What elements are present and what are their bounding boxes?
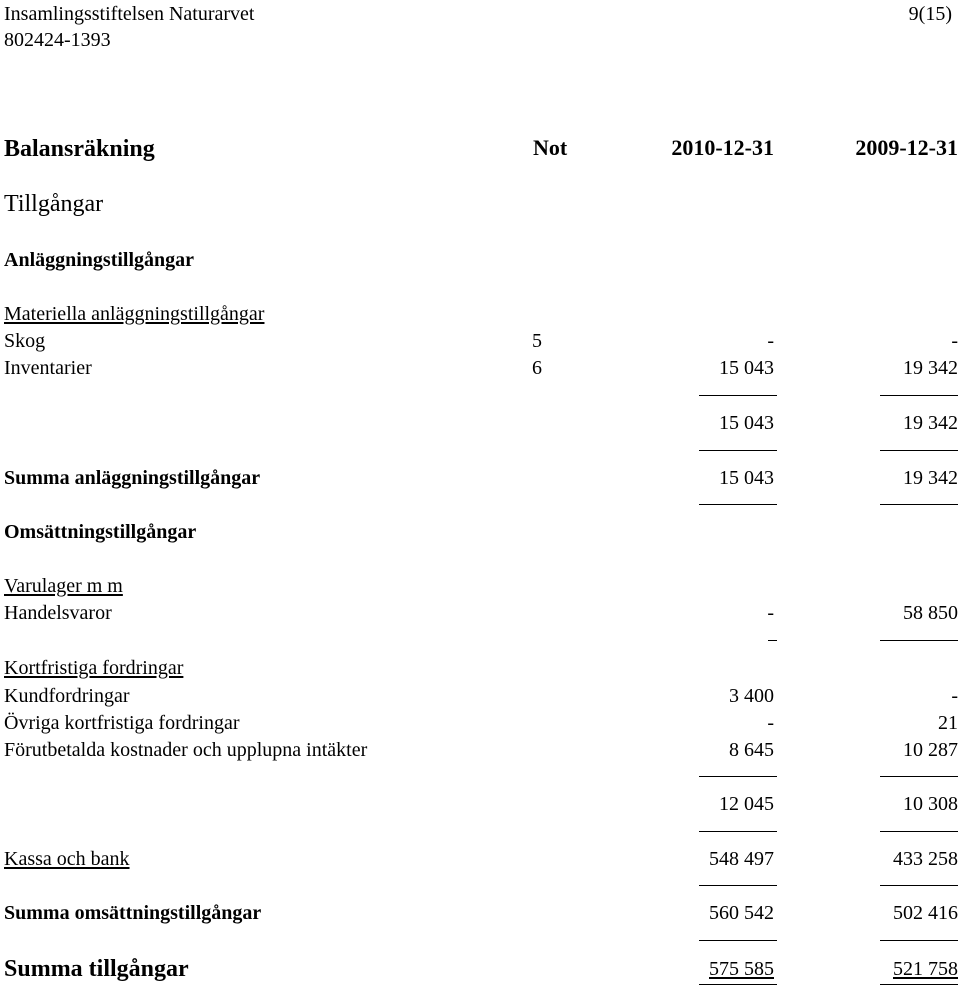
grand-total-2009: 521 758 — [893, 958, 958, 980]
row-note: 5 — [532, 330, 542, 352]
fixed-assets-total-2010: 15 043 — [719, 467, 774, 489]
row-label: Övriga kortfristiga fordringar — [4, 712, 240, 734]
row-value-2010: 3 400 — [729, 685, 774, 707]
divider — [880, 940, 958, 941]
divider — [880, 395, 958, 396]
divider — [699, 885, 777, 886]
divider — [699, 395, 777, 396]
cash-2009: 433 258 — [893, 848, 958, 870]
note-column-header: Not — [533, 135, 568, 160]
receivables-heading: Kortfristiga fordringar — [4, 657, 184, 679]
row-label: Förutbetalda kostnader och upplupna intäkter — [4, 739, 368, 761]
divider — [699, 831, 777, 832]
subtotal-2010: 15 043 — [719, 412, 774, 434]
section-title-assets: Tillgångar — [4, 191, 104, 217]
page-number: 9(15) — [908, 3, 952, 25]
col-2010-header: 2010-12-31 — [671, 135, 774, 160]
grand-total-2010: 575 585 — [709, 958, 774, 980]
row-label: Inventarier — [4, 357, 92, 379]
subtotal-2009: 19 342 — [903, 412, 958, 434]
divider — [699, 504, 777, 505]
inventory-heading: Varulager m m — [4, 575, 123, 597]
row-value-2009: 58 850 — [903, 602, 958, 624]
divider — [699, 940, 777, 941]
divider — [880, 831, 958, 832]
row-label: Handelsvaror — [4, 602, 112, 624]
org-name: Insamlingsstiftelsen Naturarvet — [4, 3, 255, 25]
row-value-2010: - — [767, 602, 774, 624]
balance-sheet-title: Balansräkning — [4, 136, 155, 162]
double-underline — [880, 984, 958, 985]
row-value-2009: 10 287 — [903, 739, 958, 761]
divider — [880, 885, 958, 886]
divider — [768, 640, 777, 641]
divider — [880, 450, 958, 451]
col-2009-header: 2009-12-31 — [855, 135, 958, 160]
divider — [880, 776, 958, 777]
current-assets-total-2010: 560 542 — [709, 902, 774, 924]
row-label: Kundfordringar — [4, 685, 130, 707]
subtotal-2009: 10 308 — [903, 793, 958, 815]
divider — [699, 450, 777, 451]
divider — [699, 776, 777, 777]
grand-total-label: Summa tillgångar — [4, 956, 189, 982]
row-value-2010: - — [767, 330, 774, 352]
fixed-assets-total-2009: 19 342 — [903, 467, 958, 489]
row-value-2010: 8 645 — [729, 739, 774, 761]
org-number: 802424-1393 — [4, 29, 111, 51]
row-value-2010: - — [767, 712, 774, 734]
row-value-2009: 19 342 — [903, 357, 958, 379]
current-assets-total-2009: 502 416 — [893, 902, 958, 924]
row-note: 6 — [532, 357, 542, 379]
subtotal-2010: 12 045 — [719, 793, 774, 815]
row-value-2009: - — [951, 685, 958, 707]
tangible-assets-heading: Materiella anläggningstillgångar — [4, 303, 265, 325]
divider — [880, 640, 958, 641]
row-value-2009: 21 — [938, 712, 958, 734]
current-assets-total-label: Summa omsättningstillgångar — [4, 902, 262, 924]
fixed-assets-total-label: Summa anläggningstillgångar — [4, 467, 261, 489]
row-label: Skog — [4, 330, 46, 352]
divider — [880, 504, 958, 505]
cash-label: Kassa och bank — [4, 848, 130, 870]
cash-2010: 548 497 — [709, 848, 774, 870]
row-value-2010: 15 043 — [719, 357, 774, 379]
row-value-2009: - — [951, 330, 958, 352]
double-underline — [699, 984, 777, 985]
current-assets-heading: Omsättningstillgångar — [4, 521, 197, 543]
fixed-assets-heading: Anläggningstillgångar — [4, 249, 195, 271]
